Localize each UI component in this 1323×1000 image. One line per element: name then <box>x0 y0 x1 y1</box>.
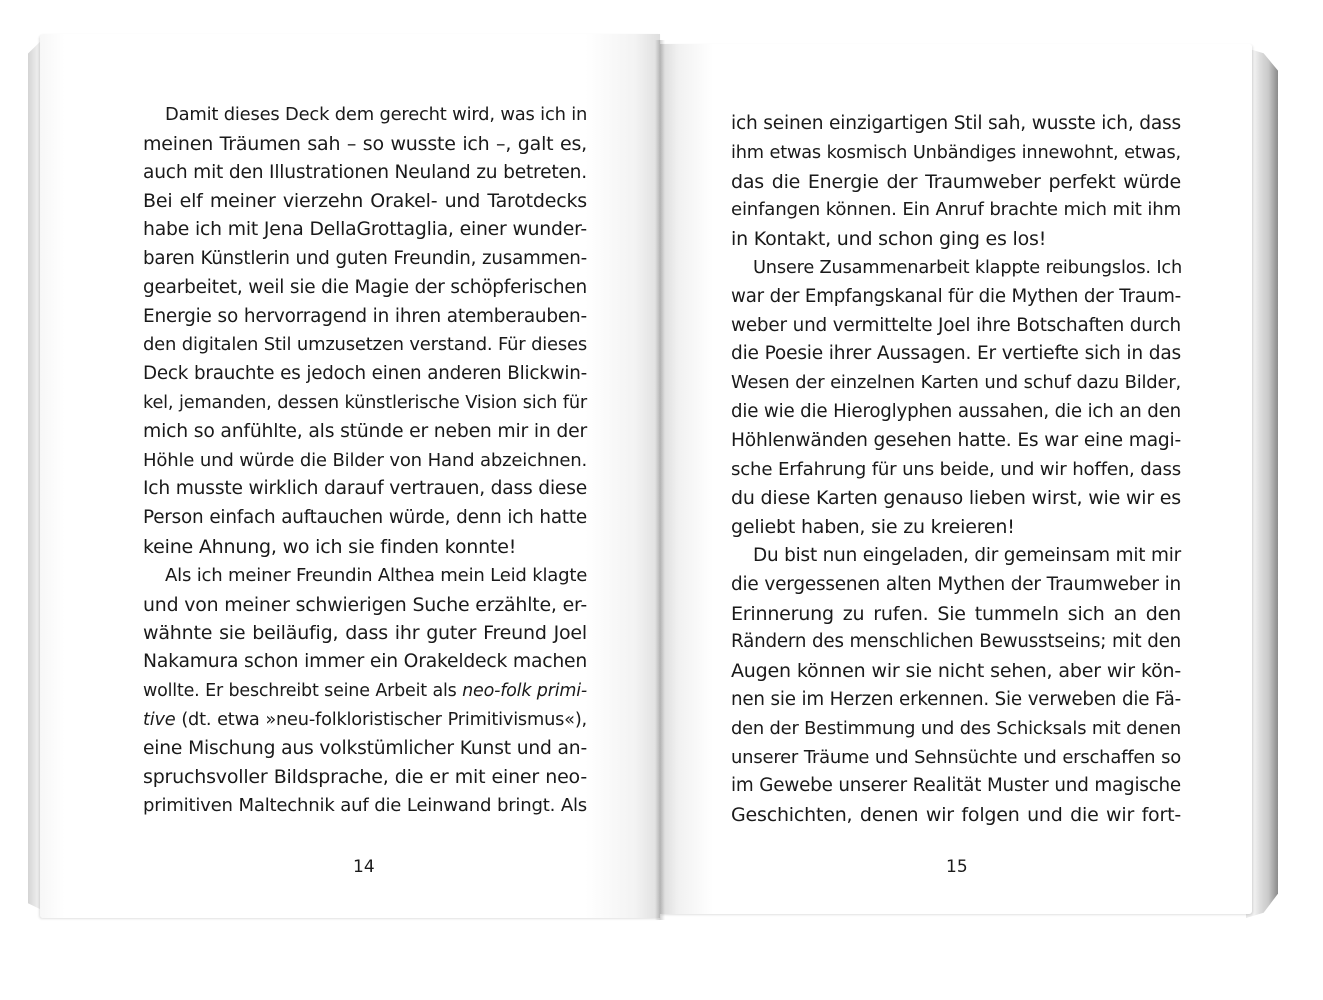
text-line: die vergessenen alten Mythen der Traumweber in <box>731 573 1181 595</box>
text-line: die wie die Hieroglyphen aussahen, die ich an den <box>731 400 1181 422</box>
text-line: mich so anfühlte, als stünde er neben mir in der <box>143 420 587 442</box>
text-line: gearbeitet, weil sie die Magie der schöpferischen <box>143 276 587 298</box>
text-line: habe ich mit Jena DellaGrottaglia, einer wunder- <box>143 219 587 241</box>
text-line: wähnte sie beiläufig, dass ihr guter Freund Joel <box>143 622 587 645</box>
text-line: ich seinen einzigartigen Stil sah, wusste ich, dass <box>731 113 1181 134</box>
text-line: geliebt haben, sie zu kreieren! <box>731 516 1015 539</box>
text-line: sche Erfahrung für uns beide, und wir hoffen, dass <box>731 458 1181 480</box>
italic-text-segment: neo-folk primi- <box>462 680 587 701</box>
text-line: Ich musste wirklich darauf vertrauen, dass diese <box>143 478 588 500</box>
text-line: Erinnerung zu rufen. Sie tummeln sich an den <box>731 602 1181 625</box>
text-line: keine Ahnung, wo ich sie finden konnte! <box>143 535 517 558</box>
text-line: unserer Träume und Sehnsüchte und erschaffen so <box>731 746 1181 768</box>
text-line: Als ich meiner Freundin Althea mein Leid klagte <box>165 564 588 586</box>
text-line: Augen können wir sie nicht sehen, aber wir kön- <box>731 660 1181 683</box>
text-segment: (dt. etwa »neu-folkloristischer Primitivismus«), <box>175 709 587 730</box>
text-line: Rändern des menschlichen Bewusstseins; mit den <box>731 631 1181 653</box>
text-line: Du bist nun eingeladen, dir gemeinsam mit mir <box>753 544 1181 566</box>
text-line: ihm etwas kosmisch Unbändiges innewohnt, etwas, <box>731 142 1181 163</box>
text-line: Energie so hervorragend in ihren atemberauben- <box>143 305 587 327</box>
text-line: die Poesie ihrer Aussagen. Er vertiefte sich in das <box>731 343 1181 365</box>
italic-text-segment: tive <box>143 709 176 730</box>
text-line: im Gewebe unserer Realität Muster und magische <box>731 775 1181 797</box>
text-line: weber und vermittelte Joel ihre Botschaften durch <box>731 314 1181 336</box>
text-line: Wesen der einzelnen Karten und schuf dazu Bilder, <box>731 372 1181 394</box>
text-line: Höhle und würde die Bilder von Hand abzeichnen. <box>143 449 587 471</box>
text-line: Bei elf meiner vierzehn Orakel- und Tarotdecks <box>143 190 587 213</box>
text-line <box>143 677 587 706</box>
text-line: war der Empfangskanal für die Mythen der Traum- <box>731 285 1181 307</box>
text-line <box>143 706 587 735</box>
text-line: den digitalen Stil umzusetzen verstand. Für dieses <box>143 334 587 356</box>
text-line: in Kontakt, und schon ging es los! <box>731 228 1047 251</box>
text-line: Nakamura schon immer ein Orakeldeck machen <box>143 651 588 673</box>
text-line: Deck brauchte es jedoch einen anderen Blickwin- <box>143 363 587 385</box>
book-gutter <box>655 40 665 920</box>
text-line: Person einfach auftauchen würde, denn ich hatte <box>143 507 587 529</box>
text-line: du diese Karten genauso lieben wirst, wie wir es <box>731 487 1181 510</box>
text-line: Geschichten, denen wir folgen und die wir fort- <box>731 804 1181 827</box>
text-segment: wollte. Er beschreibt seine Arbeit als <box>143 680 463 701</box>
text-line: und von meiner schwierigen Suche erzählte, er- <box>143 593 587 616</box>
text-line: meinen Träumen sah – so wusste ich –, galt es, <box>143 132 587 155</box>
text-line: das die Energie der Traumweber perfekt würde <box>731 170 1181 193</box>
text-line: Höhlenwänden gesehen hatte. Es war eine magi- <box>731 429 1181 451</box>
left-page-number: 14 <box>353 857 375 877</box>
text-line: den der Bestimmung und des Schicksals mit denen <box>731 717 1181 739</box>
text-line: einfangen können. Ein Anruf brachte mich mit ihm <box>731 199 1181 221</box>
text-line: nen sie im Herzen erkennen. Sie verweben die Fä- <box>731 688 1181 710</box>
text-line: Damit dieses Deck dem gerecht wird, was ich in <box>165 104 588 125</box>
text-line: baren Künstlerin und guten Freundin, zusammen- <box>143 247 587 269</box>
right-page-number: 15 <box>946 857 968 877</box>
left-page-body-text <box>143 101 587 821</box>
text-line: eine Mischung aus volkstümlicher Kunst und an- <box>143 737 587 759</box>
text-line: spruchsvoller Bildsprache, die er mit einer neo- <box>143 766 587 789</box>
text-line: kel, jemanden, dessen künstlerische Vision sich für <box>143 392 587 413</box>
text-line: Unsere Zusammenarbeit klappte reibungslos. Ich <box>753 256 1182 278</box>
text-line: primitiven Maltechnik auf die Leinwand bringt. Als <box>143 795 587 817</box>
right-page-body-text <box>731 110 1181 830</box>
text-line: auch mit den Illustrationen Neuland zu betreten. <box>143 161 587 183</box>
